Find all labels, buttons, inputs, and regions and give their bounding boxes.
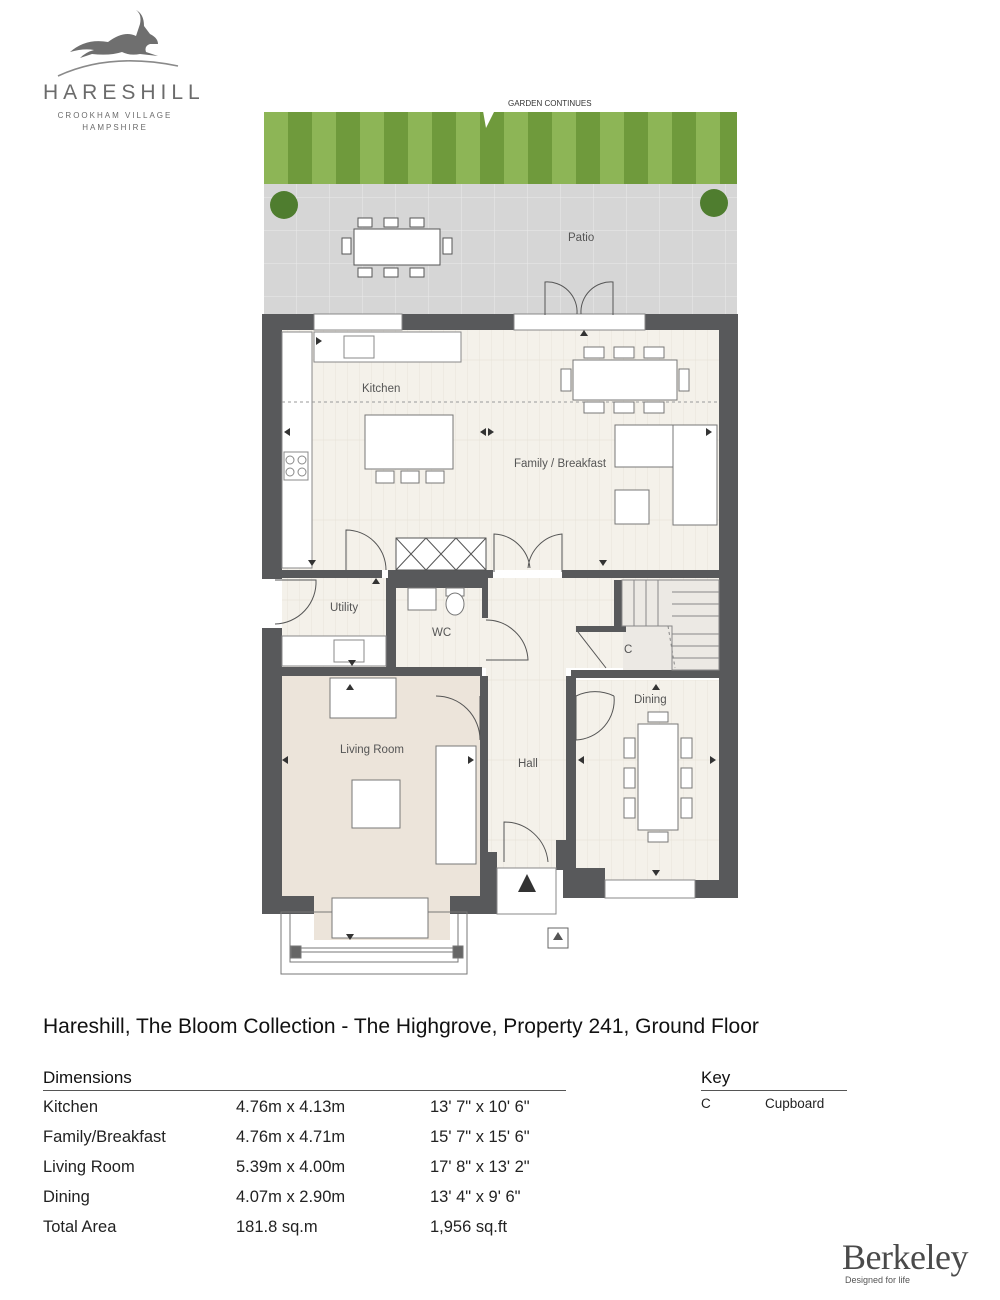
brand-location-line2: HAMPSHIRE	[82, 123, 148, 132]
room-label-family-breakfast: Family / Breakfast	[514, 458, 607, 470]
developer-logo: Berkeley	[842, 1237, 968, 1277]
dimension-row	[43, 1091, 568, 1121]
dimension-row	[43, 1181, 568, 1211]
dimensions-heading: Dimensions	[43, 1068, 132, 1087]
brand-location-line1: CROOKHAM VILLAGE	[57, 111, 173, 120]
dimension-imperial: 13' 7" x 10' 6"	[430, 1098, 530, 1116]
entrance-light	[548, 928, 568, 948]
dimension-imperial: 17' 8" x 13' 2"	[430, 1158, 530, 1176]
page-title: Hareshill, The Bloom Collection - The Highgrove, Property 241, Ground Floor	[43, 1015, 759, 1038]
key-section	[701, 1068, 847, 1115]
dimension-imperial: 13' 4" x 9' 6"	[430, 1188, 521, 1206]
room-label-utility: Utility	[330, 602, 359, 614]
room-label-kitchen: Kitchen	[362, 383, 401, 395]
dimension-room: Dining	[43, 1188, 90, 1206]
key-meaning: Cupboard	[765, 1096, 825, 1111]
dimension-room: Living Room	[43, 1158, 135, 1176]
brand-name: HARESHILL	[43, 81, 205, 104]
patio-area	[264, 184, 737, 314]
dimension-metric: 4.76m x 4.13m	[236, 1098, 346, 1116]
room-label-dining: Dining	[634, 694, 667, 706]
dimension-row	[43, 1211, 568, 1241]
key-code: C	[701, 1096, 711, 1111]
utility-units	[282, 636, 386, 666]
dimension-imperial: 1,956 sq.ft	[430, 1218, 508, 1236]
dimension-metric: 181.8 sq.m	[236, 1218, 318, 1236]
kitchen-island	[365, 415, 453, 483]
shrub-left	[270, 191, 298, 219]
dimension-metric: 4.76m x 4.71m	[236, 1128, 346, 1146]
dimension-metric: 4.07m x 2.90m	[236, 1188, 346, 1206]
dimension-row	[43, 1151, 568, 1181]
shrub-right	[700, 189, 728, 217]
room-label-wc: WC	[432, 627, 452, 639]
dimension-room: Kitchen	[43, 1098, 99, 1116]
key-heading: Key	[701, 1068, 731, 1087]
developer-tagline: Designed for life	[845, 1275, 911, 1285]
dimensions-section	[43, 1068, 568, 1241]
room-label-hall: Hall	[518, 758, 538, 770]
dimension-room: Family/Breakfast	[43, 1128, 166, 1146]
dimension-row	[43, 1121, 568, 1151]
dimension-metric: 5.39m x 4.00m	[236, 1158, 346, 1176]
room-label-cupboard: C	[624, 644, 633, 656]
dimension-room: Total Area	[43, 1218, 117, 1236]
dimension-imperial: 15' 7" x 15' 6"	[430, 1128, 530, 1146]
room-label-living-room: Living Room	[340, 744, 404, 756]
garden-note: GARDEN CONTINUES	[508, 99, 592, 108]
garden	[264, 94, 737, 184]
storage-units	[396, 538, 486, 570]
dimensions-table	[43, 1091, 568, 1241]
room-label-patio: Patio	[568, 232, 595, 244]
